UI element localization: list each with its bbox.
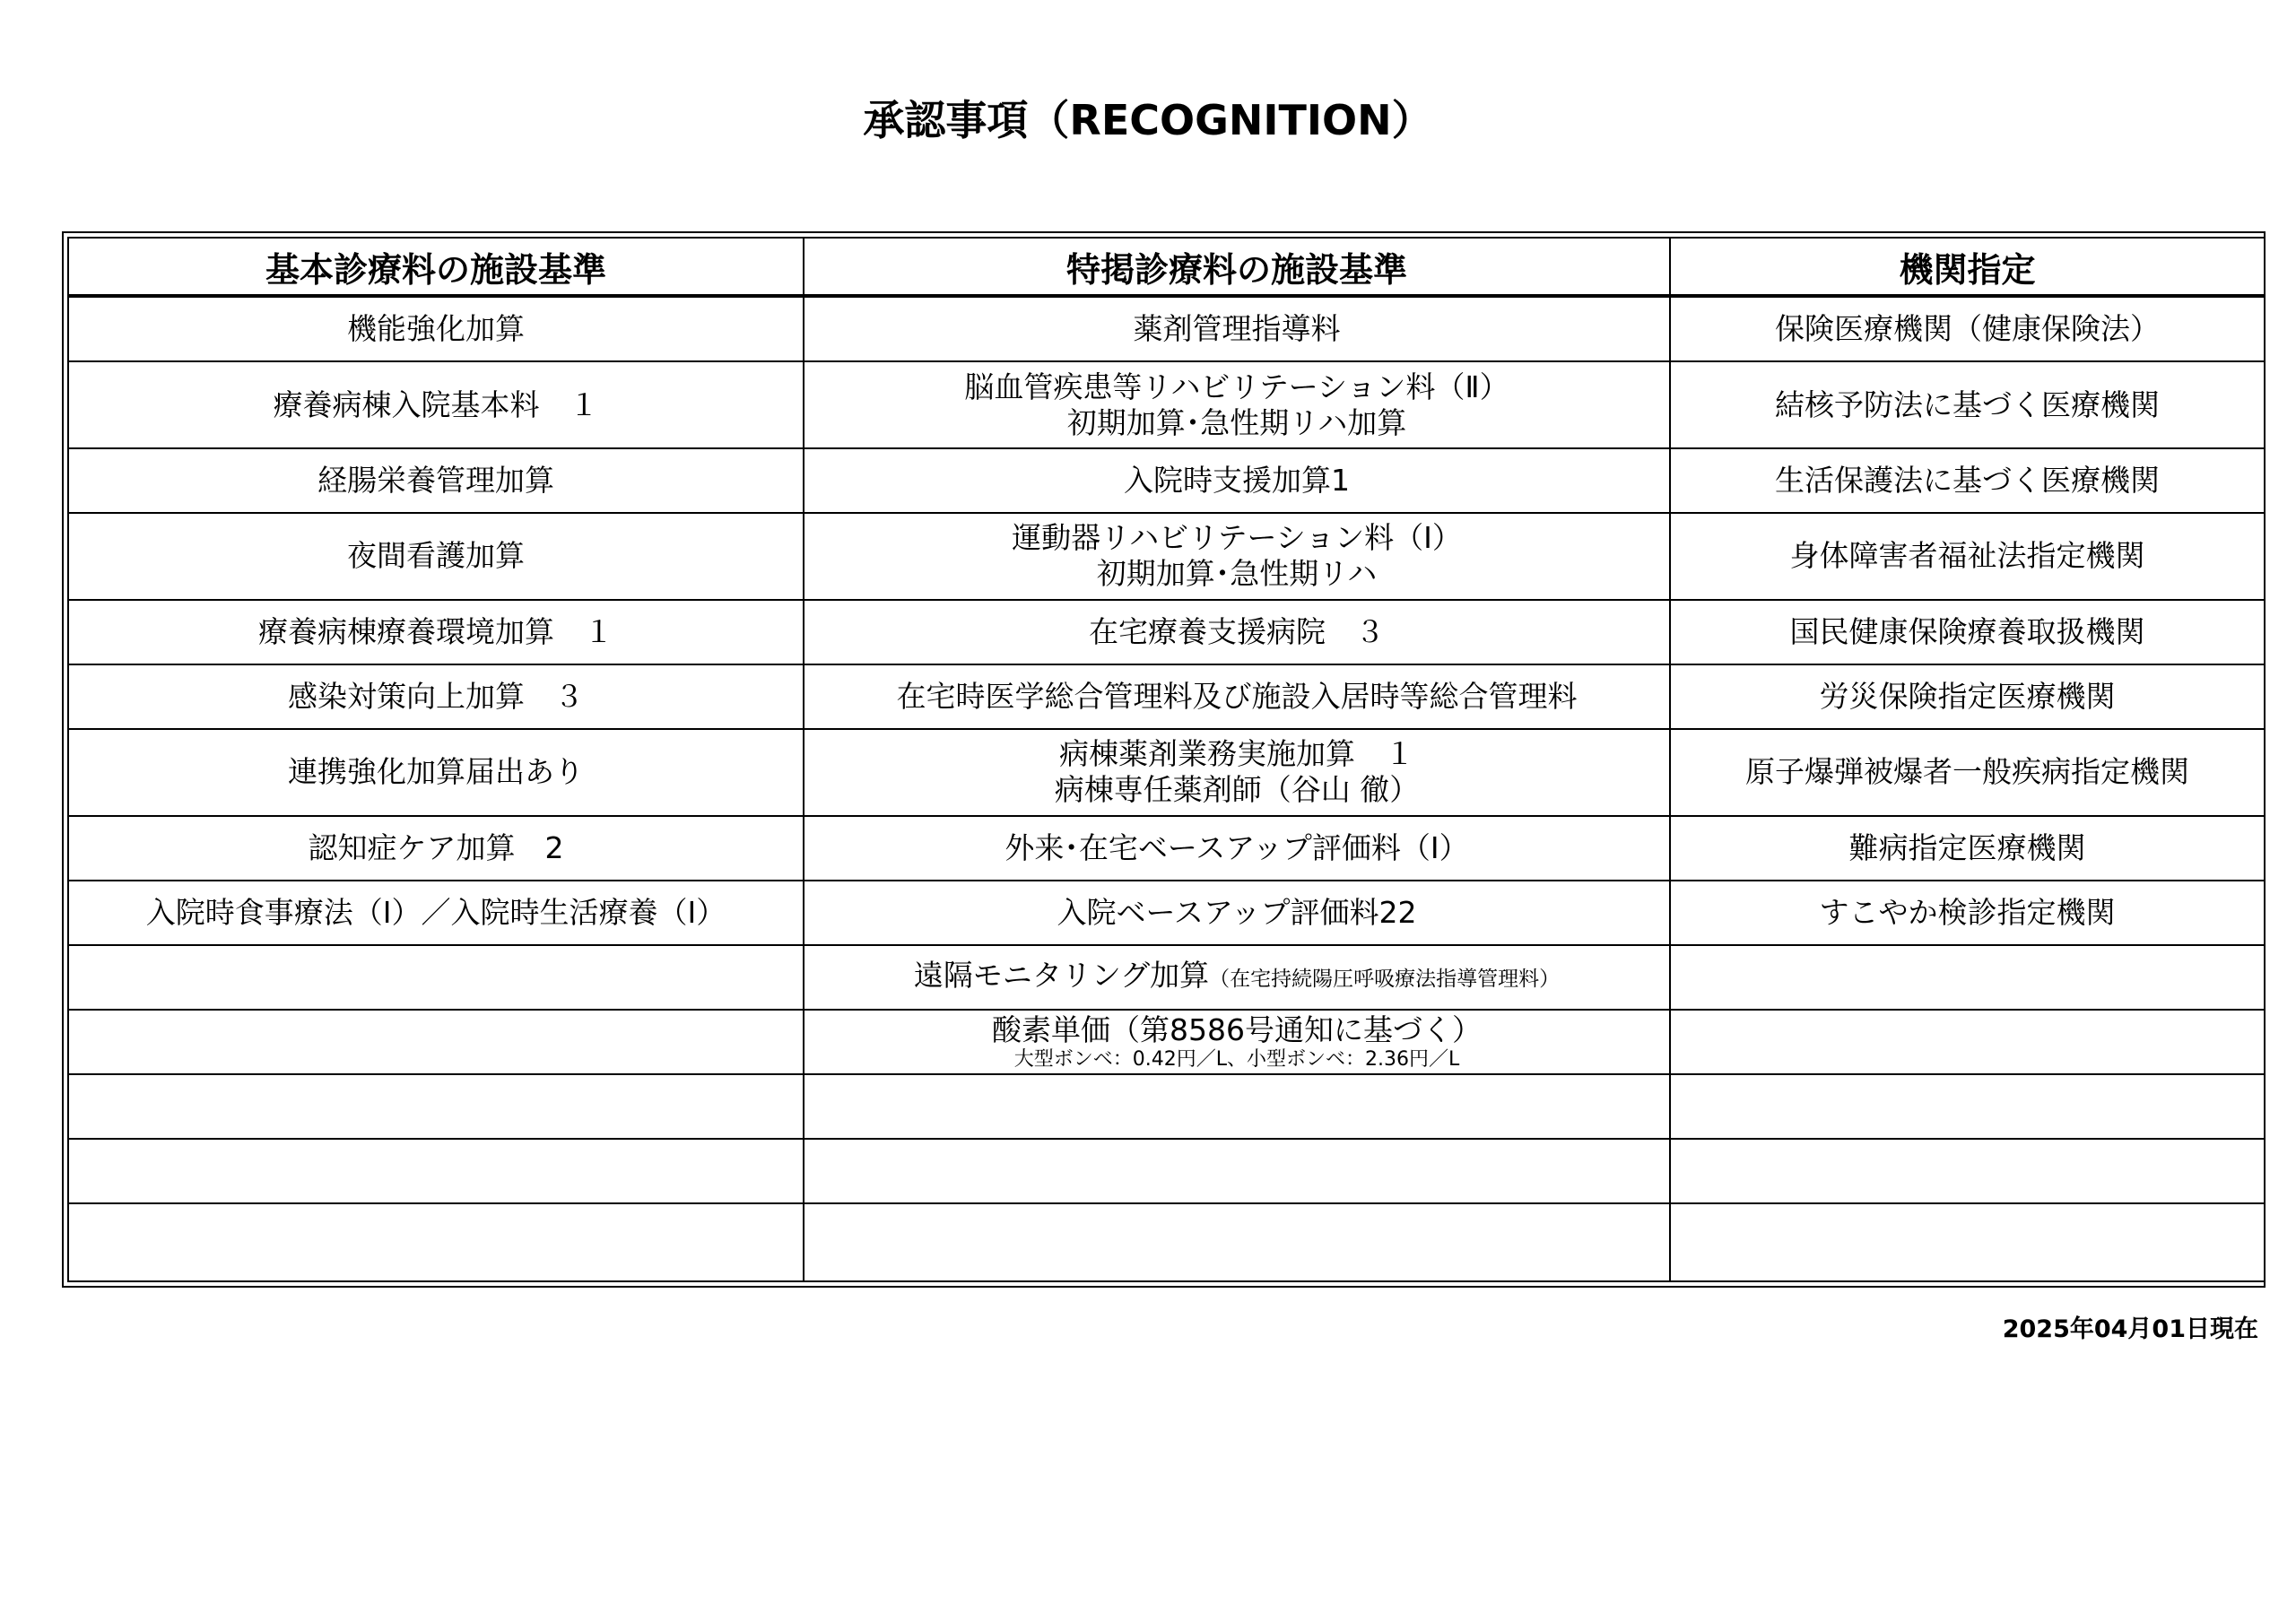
table-row-empty — [68, 1074, 2265, 1139]
cell-special — [804, 881, 1670, 945]
cell-text: 外来･在宅ベースアップ評価料（Ⅰ） — [1004, 829, 1469, 865]
cell-special — [804, 296, 1670, 361]
as-of-date: 2025年04月01日現在 — [2002, 1315, 2258, 1343]
cell-special-empty — [804, 1203, 1670, 1281]
column-header-institution-designation: 機関指定 — [1670, 238, 2265, 296]
cell-designation — [1670, 664, 2265, 729]
cell-note: 大型ボンベ：0.42円／L、小型ボンベ：2.36円／L — [1013, 1048, 1460, 1072]
cell-text: 難病指定医療機関 — [1848, 829, 2086, 865]
recognition-table — [67, 237, 2266, 1282]
cell-text: 入院時支援加算1 — [1124, 462, 1350, 498]
cell-basic — [68, 361, 804, 448]
cell-text: 認知症ケア加算 2 — [308, 829, 564, 865]
cell-text: すこやか検診指定機関 — [1819, 894, 2116, 930]
cell-text: 機能強化加算 — [347, 311, 525, 347]
cell-text: 連携強化加算届出あり — [288, 754, 584, 790]
cell-text: 感染対策向上加算 ３ — [288, 678, 584, 714]
cell-special — [804, 945, 1670, 1010]
cell-basic — [68, 296, 804, 361]
table-row — [68, 600, 2265, 664]
cell-basic-empty — [68, 1074, 804, 1139]
cell-text: 保険医療機関（健康保険法） — [1775, 311, 2160, 347]
cell-text: 国民健康保険療養取扱機関 — [1789, 613, 2145, 649]
cell-special — [804, 448, 1670, 513]
cell-basic — [68, 448, 804, 513]
cell-special — [804, 361, 1670, 448]
column-header-special-fees: 特掲診療料の施設基準 — [804, 238, 1670, 296]
cell-text: 入院時食事療法（Ⅰ）／入院時生活療養（Ⅰ） — [145, 894, 726, 930]
cell-text: 在宅時医学総合管理料及び施設入居時等総合管理料 — [896, 678, 1578, 714]
cell-basic — [68, 881, 804, 945]
cell-text: 身体障害者福祉法指定機関 — [1789, 538, 2145, 574]
table-row — [68, 448, 2265, 513]
cell-designation — [1670, 448, 2265, 513]
table-row — [68, 361, 2265, 448]
table-row-empty — [68, 1139, 2265, 1203]
table-row — [68, 945, 2265, 1010]
table-row — [68, 729, 2265, 816]
cell-text: 薬剤管理指導料 — [1133, 311, 1341, 347]
cell-designation — [1670, 881, 2265, 945]
table-row — [68, 816, 2265, 881]
cell-text: 療養病棟療養環境加算 １ — [258, 613, 613, 649]
cell-basic-empty — [68, 1010, 804, 1074]
cell-special-empty — [804, 1139, 1670, 1203]
cell-text: 生活保護法に基づく医療機関 — [1775, 462, 2160, 498]
cell-basic — [68, 664, 804, 729]
cell-basic-empty — [68, 1139, 804, 1203]
column-header-basic-fees: 基本診療料の施設基準 — [68, 238, 804, 296]
cell-text: 脳血管疾患等リハビリテーション料（Ⅱ） — [964, 369, 1509, 404]
cell-text: 遠隔モニタリング加算 — [913, 958, 1210, 994]
cell-text: 運動器リハビリテーション料（Ⅰ） — [1012, 520, 1462, 556]
cell-text: 病棟専任薬剤師（谷山 徹） — [1054, 772, 1420, 808]
cell-basic-empty — [68, 945, 804, 1010]
cell-text: 結核予防法に基づく医療機関 — [1775, 386, 2160, 422]
table-row — [68, 296, 2265, 361]
cell-designation — [1670, 361, 2265, 448]
table-row-empty — [68, 1203, 2265, 1281]
cell-designation — [1670, 296, 2265, 361]
table-header-row — [68, 238, 2265, 296]
cell-special — [804, 513, 1670, 600]
cell-text: 入院ベースアップ評価料22 — [1057, 894, 1417, 930]
table-row — [68, 1010, 2265, 1074]
cell-designation-empty — [1670, 1010, 2265, 1074]
cell-text: 在宅療養支援病院 ３ — [1089, 613, 1385, 649]
cell-designation — [1670, 816, 2265, 881]
table-row — [68, 881, 2265, 945]
table-row — [68, 664, 2265, 729]
cell-basic — [68, 600, 804, 664]
cell-basic — [68, 816, 804, 881]
cell-basic — [68, 729, 804, 816]
cell-designation-empty — [1670, 945, 2265, 1010]
cell-text: 初期加算･急性期リハ加算 — [1066, 404, 1407, 440]
cell-special — [804, 729, 1670, 816]
cell-text: 病棟薬剤業務実施加算 １ — [1059, 736, 1414, 772]
cell-text: 夜間看護加算 — [347, 538, 525, 574]
cell-designation — [1670, 600, 2265, 664]
cell-designation-empty — [1670, 1203, 2265, 1281]
cell-text: 原子爆弾被爆者一般疾病指定機関 — [1745, 754, 2189, 790]
table-row — [68, 513, 2265, 600]
cell-basic-empty — [68, 1203, 804, 1281]
cell-designation — [1670, 513, 2265, 600]
cell-designation — [1670, 729, 2265, 816]
cell-text: 酸素単価（第8586号通知に基づく） — [992, 1012, 1482, 1048]
cell-text: 療養病棟入院基本料 １ — [273, 386, 599, 422]
page-title: 承認事項（RECOGNITION） — [863, 96, 1433, 144]
cell-text: 労災保険指定医療機関 — [1819, 678, 2116, 714]
cell-designation-empty — [1670, 1074, 2265, 1139]
cell-basic — [68, 513, 804, 600]
cell-special — [804, 1010, 1670, 1074]
cell-text: 初期加算･急性期リハ — [1096, 556, 1378, 592]
recognition-table-frame — [62, 231, 2266, 1288]
cell-special — [804, 664, 1670, 729]
cell-note: （在宅持続陽圧呼吸療法指導管理料） — [1209, 968, 1561, 992]
cell-special — [804, 600, 1670, 664]
cell-special-empty — [804, 1074, 1670, 1139]
cell-designation-empty — [1670, 1139, 2265, 1203]
cell-text: 経腸栄養管理加算 — [317, 462, 554, 498]
cell-special — [804, 816, 1670, 881]
